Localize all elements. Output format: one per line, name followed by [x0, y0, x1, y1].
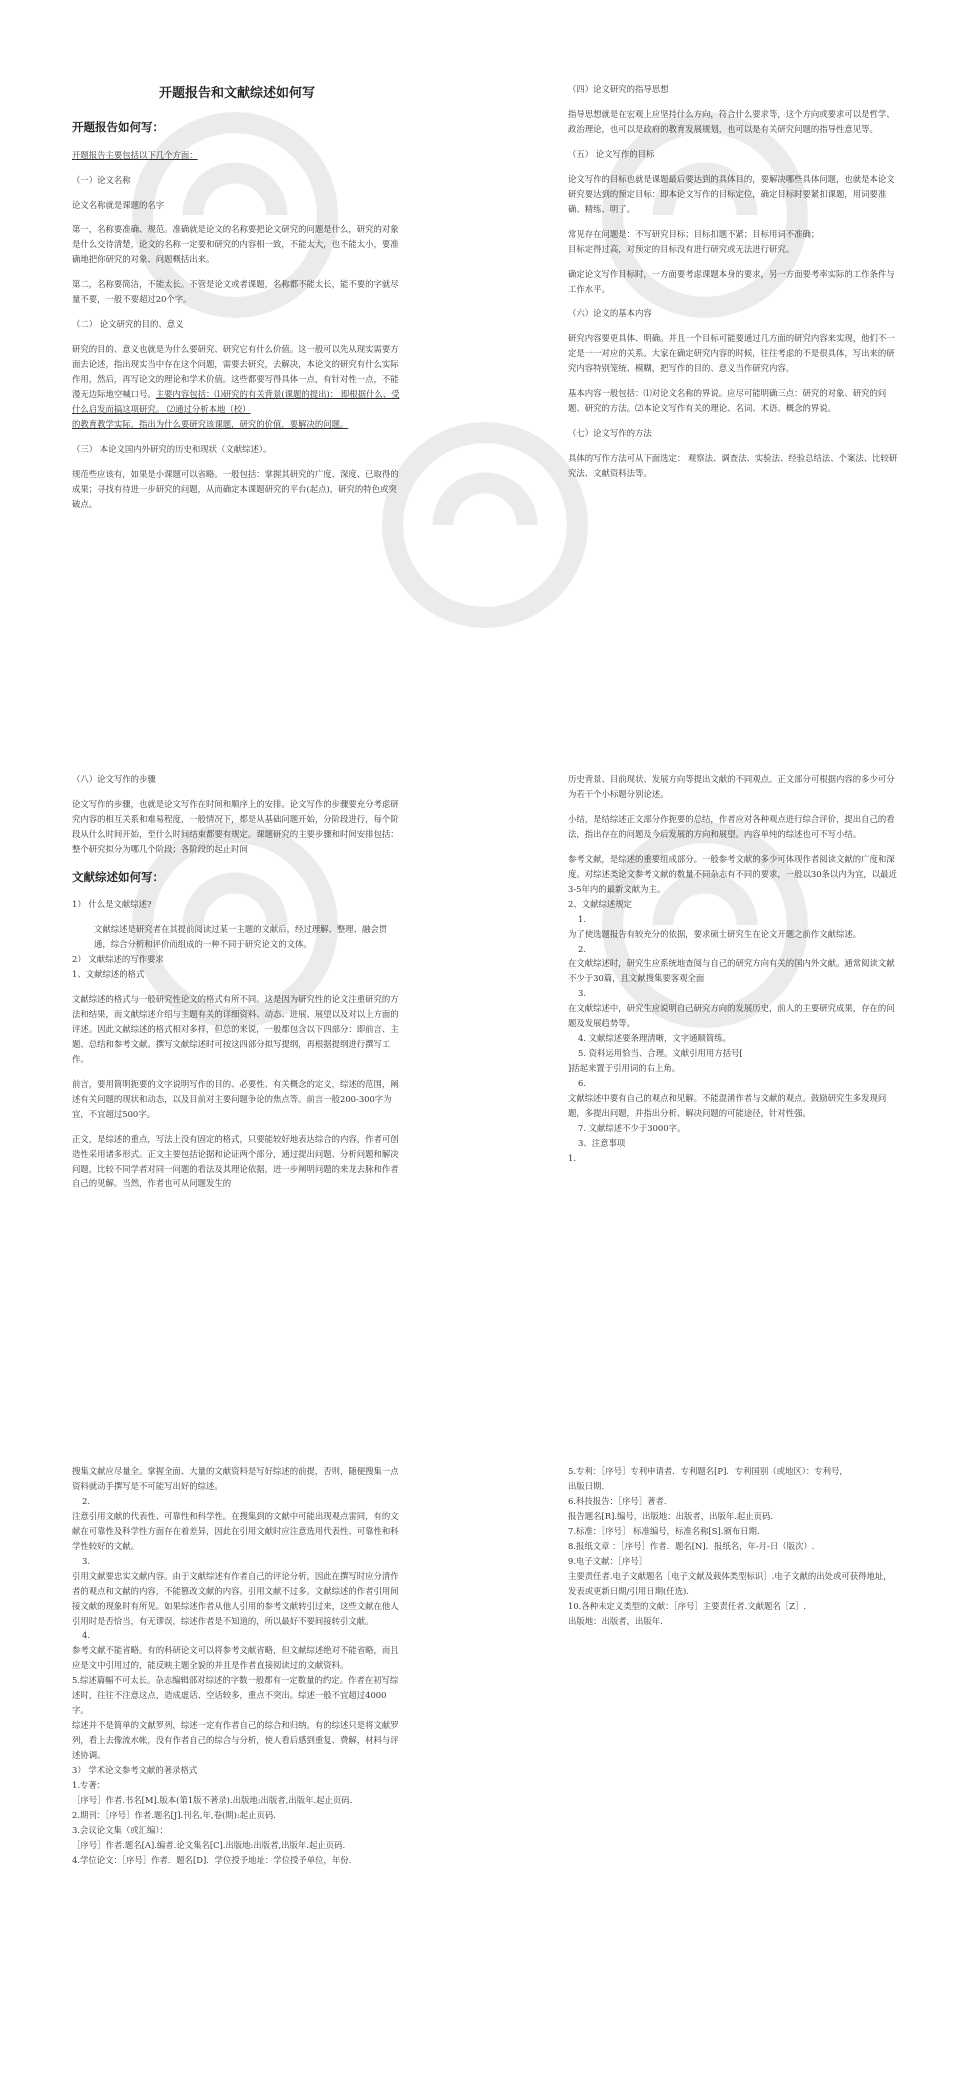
document-title: 开题报告和文献综述如何写 — [158, 86, 315, 101]
watermark-logo — [380, 420, 590, 630]
paragraph: 综述并不是简单的文献罗列，综述一定有作者自己的综合和归纳。有的综述只是将文献罗列，看上去像流水帐，没有作者自己的综合与分析，使人看后感到重复、费解，材料与评述协调。 — [72, 1720, 399, 1761]
paragraph: 研究内容要更具体、明确。并且一个目标可能要通过几方面的研究内容来实现，他们不一定是一一对应的关系。大家在确定研究内容的时候，往往考虑的不是很具体，写出来的研究内容特别笼统、模糊，把写作的目的、意义当作研究内容。 — [568, 333, 895, 374]
subheading-method: （七）论文写作的方法 — [568, 428, 652, 439]
list-item: 5. 资料运用恰当、合理。文献引用用方括号[ — [578, 1048, 743, 1059]
reference-item: 报告题名[R].编号，出版地：出版者，出版年.起止页码. — [568, 1510, 774, 1521]
page3-left-column — [72, 1464, 402, 1868]
reference-item: ［序号］作者.题名[A].编者.论文集名[C].出版地:出版者,出版年.起止页码. — [72, 1839, 346, 1850]
question-heading: 1） 什么是文献综述? — [72, 899, 152, 910]
list-number: 3. — [82, 1555, 90, 1566]
reference-format-heading: 3） 学术论文参考文献的著录格式 — [72, 1765, 198, 1776]
list-number: 3. — [578, 988, 586, 999]
subheading-guiding: （四）论文研究的指导思想 — [568, 84, 669, 94]
paragraph-line: 常见存在问题是：不写研究目标；目标扣题不紧；目标用词不准确； — [568, 228, 820, 239]
paragraph: 引用文献要忠实文献内容。由于文献综述有作者自己的评论分析，因此在撰写时应分清作者的观点和文献的内容，不能篡改文献的内容。引用文献不过多。文献综述的作者引用间接文献的现象时有所见。如果综述作者从他人引用的参考文献转引过来，这些文献在他人引用时是否恰当，有无谬误，综述作者是不知道的，所以最好不要间接转引文献。 — [72, 1570, 399, 1626]
paragraph-text: 研究的目的、意义也就是为什么要研究、研究它有什么价值。这一般可以先从现实需要方面去论述，指出现实当中存在这个问题，需要去研究，去解决，本论文的研究有什么实际作用，然后，再写论文的理论和学术价值。这些都要写得具体一点，有针对性一点，不能漫无边际地空喊口号。 — [72, 344, 399, 400]
paragraph: 指导思想就是在宏观上应坚持什么方向，符合什么要求等，这个方向或要求可以是哲学、政治理论，也可以是政府的教育发展规划，也可以是有关研究问题的指导性意见等。 — [568, 108, 895, 134]
reference-item: 4.学位论文：［序号］作者．题名[D]．学位授予地址：学位授予单位，年份. — [72, 1854, 352, 1865]
reference-item: 出版日期. — [568, 1480, 605, 1491]
subheading-title: （一）论文名称 — [72, 174, 131, 185]
list-item: 为了使选题报告有较充分的依据，要求硕士研究生在论文开题之前作文献综述。 — [568, 928, 862, 939]
paragraph-line: 目标定得过高，对预定的目标没有进行研究或无法进行研究。 — [568, 243, 795, 254]
page3-right-column — [568, 1464, 898, 1628]
list-item: 7. 文献综述不少于3000字。 — [578, 1122, 686, 1133]
subheading-content: （六）论文的基本内容 — [568, 308, 652, 319]
paragraph: 参考文献，是综述的重要组成部分。一般参考文献的多少可体现作者阅读文献的广度和深度。对综述类论文参考文献的数量不同杂志有不同的要求，一般以30条以内为宜，以最近3-5年内的最新文献为主。 — [568, 853, 897, 894]
paragraph: 历史背景、目前现状、发展方向等提出文献的不同观点。正文部分可根据内容的多少可分为若干个小标题分别论述。 — [568, 774, 895, 799]
list-item: 在文献综述时，研究生应系统地查阅与自己的研究方向有关的国内外文献。通常阅读文献不少于30篇，且文献搜集要客观全面 — [568, 958, 895, 984]
subheading-history: （三） 本论文国内外研究的历史和现状（文献综述）。 — [72, 443, 272, 454]
reference-item: 8.报纸文章 ：［序号］作者．题名[N]．报纸名，年-月-日（版次）. — [568, 1540, 815, 1551]
paragraph: 基本内容一般包括：⑴对论文名称的界说。应尽可能明确三点：研究的对象、研究的问题、研究的方法。⑵本论文写作有关的理论、名词、术语、概念的界说。 — [568, 388, 887, 414]
list-item: 文献综述中要有自己的观点和见解。不能混淆作者与文献的观点。鼓励研究生多发现问题，多提出问题，并指出分析、解决问题的可能途径，针对性强。 — [568, 1093, 887, 1119]
reference-item: 2.期刊：［序号］作者.题名[J].刊名,年,卷(期):起止页码. — [72, 1809, 276, 1820]
paragraph — [568, 227, 898, 257]
page1-left-column — [72, 82, 402, 522]
paragraph — [72, 342, 402, 432]
paragraph: 文献综述的格式与一般研究性论文的格式有所不同。这是因为研究性的论文注重研究的方法和结果，而文献综述介绍与主题有关的详细资料、动态、进展、展望以及对以上方面的评述。因此文献综述的格式相对多样，但总的来说，一般都包含以下四部分：即前言、主题、总结和参考文献。撰写文献综述时可按这四部分拟写提纲，再根据提纲进行撰写工作。 — [72, 994, 399, 1064]
reference-item: 5.专利：［序号］专利申请者．专利题名[P]．专利国别（或地区）：专利号， — [568, 1466, 848, 1476]
subheading-steps: （八）论文写作的步骤 — [72, 774, 156, 784]
paragraph: 前言，要用简明扼要的文字说明写作的目的、必要性、有关概念的定义，综述的范围，阐述有关问题的现状和动态，以及目前对主要问题争论的焦点等。前言一般200-300字为宜，不宜超过500字。 — [72, 1078, 399, 1119]
list-number: 1. — [578, 913, 586, 924]
question-heading: 2） 文献综述的写作要求 — [72, 954, 164, 965]
reference-item: 出版地：出版者，出版年. — [568, 1615, 663, 1626]
list-number: 2. — [578, 943, 586, 954]
paragraph: 论文写作的步骤，也就是论文写作在时间和顺序上的安排。论文写作的步骤要充分考虑研究内容的相互关系和难易程度，一般情况下，都是从基础问题开始，分阶段进行，每个阶段从什么时间开始，至什么时间结束都要有规定。课题研究的主要步骤和时间安排包括：整个研究拟分为哪几个阶段；各阶段的起止时间 — [72, 798, 399, 854]
paragraph: 确定论文写作目标时，一方面要考虑课题本身的要求，另一方面要考率实际的工作条件与工作水平。 — [568, 268, 895, 294]
list-item: 在文献综述中，研究生应说明自己研究方向的发展历史，前人的主要研究成果，存在的问题及发展趋势等。 — [568, 1003, 895, 1029]
page1-right-column — [568, 82, 898, 491]
section-heading-proposal: 开题报告如何写： — [72, 120, 164, 135]
page2-left-column — [72, 772, 402, 1201]
reference-item: 6.科技报告：［序号］著者. — [568, 1495, 667, 1506]
paragraph: 搜集文献应尽量全。掌握全面、大量的文献资料是写好综述的前提，否则，随便搜集一点资料就动手撰写是不可能写出好的综述。 — [72, 1466, 399, 1491]
paragraph: 具体的写作方法可从下面选定： 观察法、调查法、实验法、经验总结法、个案法、比较研究法、文献资料法等。 — [568, 453, 898, 479]
paragraph: 文献综述是研究者在其提前阅读过某一主题的文献后，经过理解、整理、融会贯通，综合分析和评价而组成的一种不同于研究论文的文体。 — [94, 924, 388, 950]
list-number: 4. — [82, 1630, 90, 1641]
reference-item: 3.会议论文集（或汇编）： — [72, 1824, 168, 1835]
paragraph-underlined: 主要内容包括：⑴研究的有关背景(课题的提出)： 即根据什么、受什么启发而搞这项研究。 ⑵通过分析本地（校） — [72, 389, 400, 414]
list-heading: 1、文献综述的格式 — [72, 969, 145, 980]
paragraph: 注意引用文献的代表性、可靠性和科学性。在搜集到的文献中可能出现观点雷同，有的文献在可靠性及科学性方面存在着差异，因此在引用文献时应注意选用代表性、可靠性和科学性较好的文献。 — [72, 1510, 399, 1551]
list-heading: 2、文献综述规定 — [568, 898, 632, 909]
list-number: 6. — [578, 1078, 586, 1089]
reference-item: 主要责任者.电子文献题名［电子文献及载体类型标识］.电子文献的出处或可获得地址，发表或更新日期/引用日期(任选). — [568, 1570, 892, 1596]
paragraph: 参考文献不能省略。有的科研论文可以将参考文献省略，但文献综述绝对不能省略，而且应是文中引用过的，能反映主题全貌的并且是作者直接阅读过的文献资料。 — [72, 1645, 399, 1671]
reference-item: ［序号］作者.书名[M].版本(第1版不著录).出版地:出版者,出版年.起止页码. — [72, 1794, 353, 1805]
intro-text: 开题报告主要包括以下几个方面： — [72, 149, 198, 160]
section-heading-review: 文献综述如何写： — [72, 869, 164, 884]
paragraph-underlined: 的教育教学实际，指出为什么要研究该课题，研究的价值，要解决的问题。 — [72, 418, 349, 429]
list-item: 4. 文献综述要条理清晰，文字通顺简练。 — [578, 1033, 732, 1044]
reference-item: 7.标准：［序号］ 标准编号，标准名称[S].颁布日期. — [568, 1525, 760, 1536]
reference-item: 1.专著： — [72, 1780, 106, 1791]
page2-right-column — [568, 772, 898, 1166]
reference-item: 10.各种未定义类型的文献：［序号］主要责任者.文献题名［Z］. — [568, 1600, 807, 1611]
list-number: 1. — [568, 1152, 576, 1163]
list-item: ]括起来置于引用词的右上角。 — [568, 1063, 681, 1074]
paragraph: 第一，名称要准确、规范。准确就是论文的名称要把论文研究的问题是什么，研究的对象是什么交待清楚，论文的名称一定要和研究的内容相一致，不能太大，也不能太小，要准确地把你研究的对象、问题概括出来。 — [72, 224, 399, 265]
reference-item: 9.电子文献：［序号］ — [568, 1555, 648, 1566]
paragraph: 规范些应该有，如果是小课题可以省略。一般包括：掌握其研究的广度、深度、已取得的成果；寻找有待进一步研究的问题，从而确定本课题研究的平台(起点)，研究的特色或突破点。 — [72, 468, 399, 509]
paragraph: 论文名称就是课题的名字 — [72, 199, 165, 210]
subheading-goal: （五） 论文写作的目标 — [568, 148, 655, 159]
paragraph: 小结，是结综述正文部分作扼要的总结，作者应对各种观点进行综合评价，提出自己的看法，指出存在的问题及今后发展的方向和展望。内容单纯的综述也可不写小结。 — [568, 813, 895, 839]
list-number: 2. — [82, 1495, 90, 1506]
paragraph: 论文写作的目标也就是课题最后要达到的具体目的，要解决哪些具体问题，也就是本论文研究要达到的预定目标：即本论文写作的目标定位，确定目标时要紧扣课题，用词要准确、精练、明了。 — [568, 173, 895, 214]
paragraph: 第二，名称要简洁，不能太长。不管是论文或者课题，名称都不能太长，能不要的字就尽量不要，一般不要超过20个字。 — [72, 279, 399, 305]
subheading-purpose: （二） 论文研究的目的、意义 — [72, 319, 184, 330]
paragraph: 正文，是综述的重点，写法上没有固定的格式，只要能较好地表达综合的内容，作者可创造性采用诸多形式。正文主要包括论据和论证两个部分，通过提出问题、分析问题和解决问题，比较不同学者对同一问题的看法及其理论依据，进一步阐明问题的来龙去脉和作者自己的见解。当然，作者也可从问题发生的 — [72, 1133, 399, 1189]
paragraph: 5.综述篇幅不可太长。杂志编辑部对综述的字数一般都有一定数量的约定。作者在初写综述时，往往不注意这点，造成虚话、空话较多，重点不突出。综述一般不宜超过4000字。 — [72, 1675, 399, 1716]
list-heading: 3、注意事项 — [578, 1137, 626, 1148]
